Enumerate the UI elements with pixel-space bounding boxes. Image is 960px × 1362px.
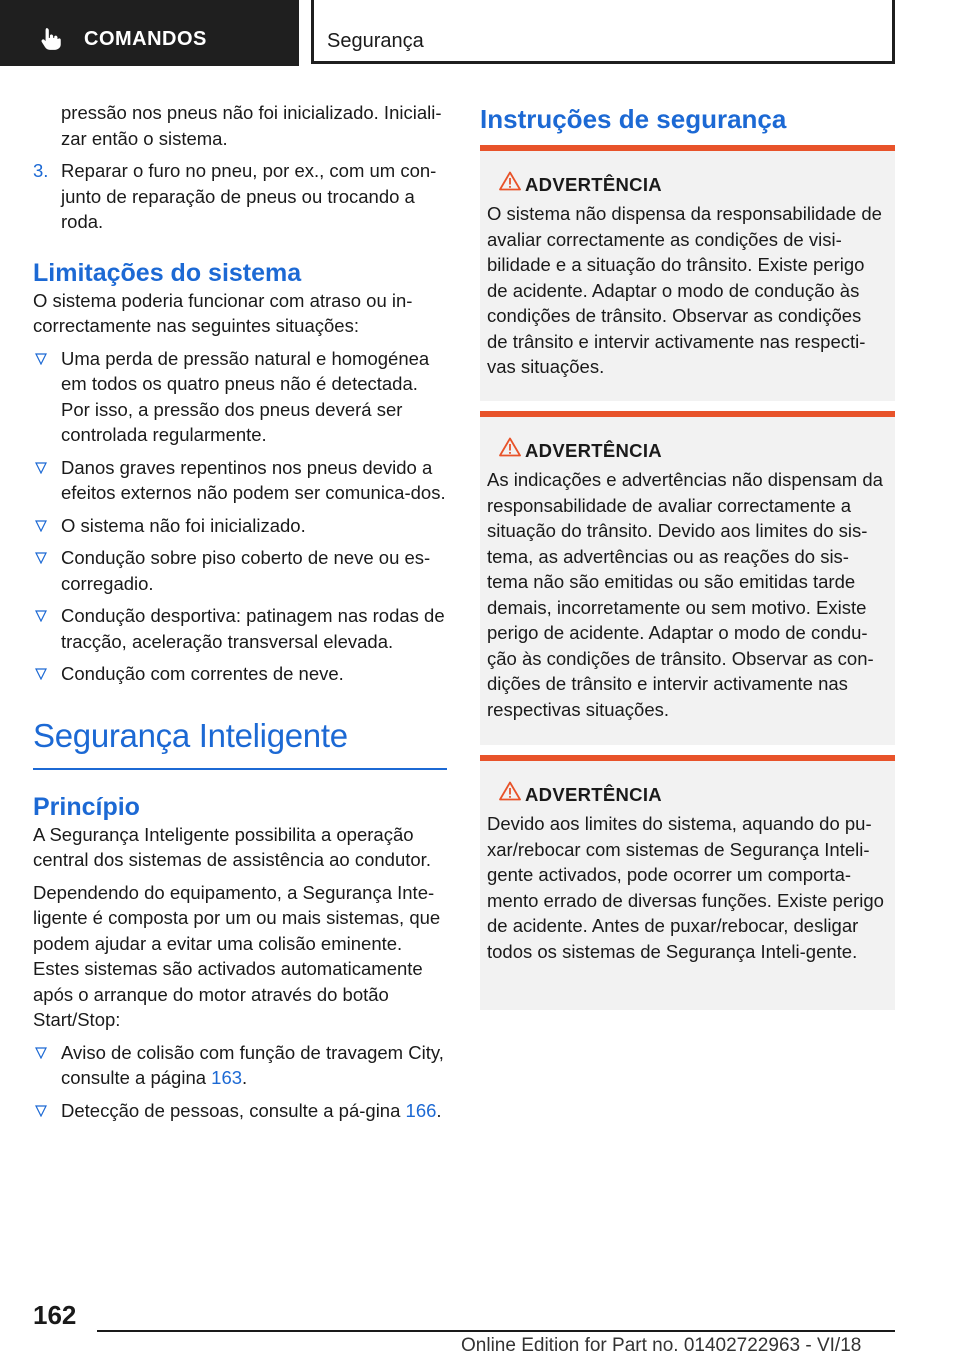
list-item-text: Condução desportiva: patinagem nas rodas de tracção, aceleração transversal elevada. xyxy=(61,605,445,652)
list-item xyxy=(33,1098,447,1124)
list-item-text: Detecção de pessoas, consulte a pá-gina xyxy=(61,1099,406,1121)
bullet-triangle-icon xyxy=(35,1105,47,1117)
section-heading: Segurança Inteligente xyxy=(33,716,348,754)
bullet-triangle-icon xyxy=(35,552,47,564)
bullet-triangle-icon xyxy=(35,462,47,474)
list-item-end: . xyxy=(436,1099,442,1121)
list-item xyxy=(33,1040,447,1091)
warning-triangle-icon xyxy=(499,781,521,801)
list-item-text: Condução com correntes de neve. xyxy=(61,663,344,684)
footer-rule xyxy=(97,1330,895,1332)
limits-intro: O sistema poderia funcionar com atraso ou in-correctamente nas seguintes situações: xyxy=(33,289,413,336)
warning-text: Devido aos limites do sistema, aquando do pu-xar/rebocar com sistemas de Segurança Inteli-gente activados, pode ocorrer um comporta-mento errado de diversas funções. Existe perigo de acidente. Antes de puxar/rebocar, desligar todos os sistemas de Segurança Inteli-gente. xyxy=(487,813,884,962)
list-item-text: Condução sobre piso coberto de neve ou es-corregadio. xyxy=(61,547,431,594)
footer-edition: Online Edition for Part no. 01402722963 - VI/18 xyxy=(461,1335,862,1356)
header-title: Segurança xyxy=(327,30,424,52)
list-item xyxy=(33,545,447,596)
warning-title: ADVERTÊNCIA xyxy=(525,174,662,195)
warning-header xyxy=(487,781,885,807)
warning-title: ADVERTÊNCIA xyxy=(525,784,662,805)
principle-paragraph-1: A Segurança Inteligente possibilita a operação central dos sistemas de assistência ao condutor. xyxy=(33,823,431,870)
page-number: 162 xyxy=(33,1300,77,1330)
bullet-triangle-icon xyxy=(35,520,47,532)
list-item-text: O sistema não foi inicializado. xyxy=(61,514,306,536)
bullet-triangle-icon xyxy=(35,610,47,622)
step-text: Reparar o furo no pneu, por ex., com um con-junto de reparação de pneus ou trocando a roda. xyxy=(61,160,437,232)
header-section-tab[interactable] xyxy=(0,0,299,66)
page-link-163[interactable]: 163 xyxy=(211,1067,243,1088)
limits-heading: Limitações do sistema xyxy=(33,258,302,287)
list-item xyxy=(33,346,447,448)
warning-header xyxy=(487,171,885,197)
warning-box xyxy=(480,411,895,745)
page-link-166[interactable]: 166 xyxy=(405,1099,437,1121)
header-title-box xyxy=(311,0,895,64)
warning-title: ADVERTÊNCIA xyxy=(525,440,662,461)
list-item xyxy=(33,455,447,506)
list-item xyxy=(33,603,447,654)
list-item xyxy=(33,513,447,539)
right-column xyxy=(480,100,895,134)
warning-triangle-icon xyxy=(499,171,521,191)
list-item-text: Danos graves repentinos nos pneus devido a efeitos externos não podem ser comunica-dos. xyxy=(61,456,446,503)
list-item xyxy=(33,661,447,687)
list-item-end: . xyxy=(242,1067,248,1088)
safety-heading: Instruções de segurança xyxy=(480,104,787,134)
warning-box xyxy=(480,755,895,1010)
principle-paragraph-2: Dependendo do equipamento, a Segurança Inte-ligente é composta por um ou mais sistemas, que podem ajudar a evitar uma colisão eminente. Estes sistemas são activados automaticamente após o arranque do motor através do botão Start/Stop: xyxy=(33,881,441,1030)
continued-paragraph: pressão nos pneus não foi inicializado. Iniciali-zar então o sistema. xyxy=(61,102,442,149)
bullet-triangle-icon xyxy=(35,353,47,365)
bullet-triangle-icon xyxy=(35,668,47,680)
warning-text: As indicações e advertências não dispensam da responsabilidade de avaliar correctamente a situação do trânsito. Devido aos limites do sis-tema, as advertências ou as reações do sis-tema não são emitidas ou são emitidas tarde demais, incorretamente ou sem motivo. Existe perigo de acidente. Adaptar o modo de condu-ção às condições de trânsito. Observar as con-dições de trânsito e intervir activamente nas respectivas situações. xyxy=(487,469,883,720)
step-3 xyxy=(33,158,447,235)
warning-box xyxy=(480,145,895,401)
hand-pointer-icon xyxy=(38,26,64,52)
warning-triangle-icon xyxy=(499,437,521,457)
header-section-label: COMANDOS xyxy=(84,28,207,50)
bullet-triangle-icon xyxy=(35,1047,47,1059)
list-item-text: Aviso de colisão com função de travagem City, consulte a página xyxy=(61,1041,444,1088)
principle-heading: Princípio xyxy=(33,792,140,821)
warning-header xyxy=(487,437,885,463)
warning-text: O sistema não dispensa da responsabilidade de avaliar correctamente as condições de visi-bilidade e a situação do trânsito. Existe perigo de acidente. Adaptar o modo de condução às condições de trânsito. Observar as condições de trânsito e intervir activamente nas respecti-vas situações. xyxy=(487,203,882,377)
left-column xyxy=(33,100,447,1130)
list-item-text: Uma perda de pressão natural e homogénea em todos os quatro pneus não é detectada. Por isso, a pressão dos pneus deverá ser controlada regularmente. xyxy=(61,347,430,445)
step-number: 3. xyxy=(33,160,49,181)
